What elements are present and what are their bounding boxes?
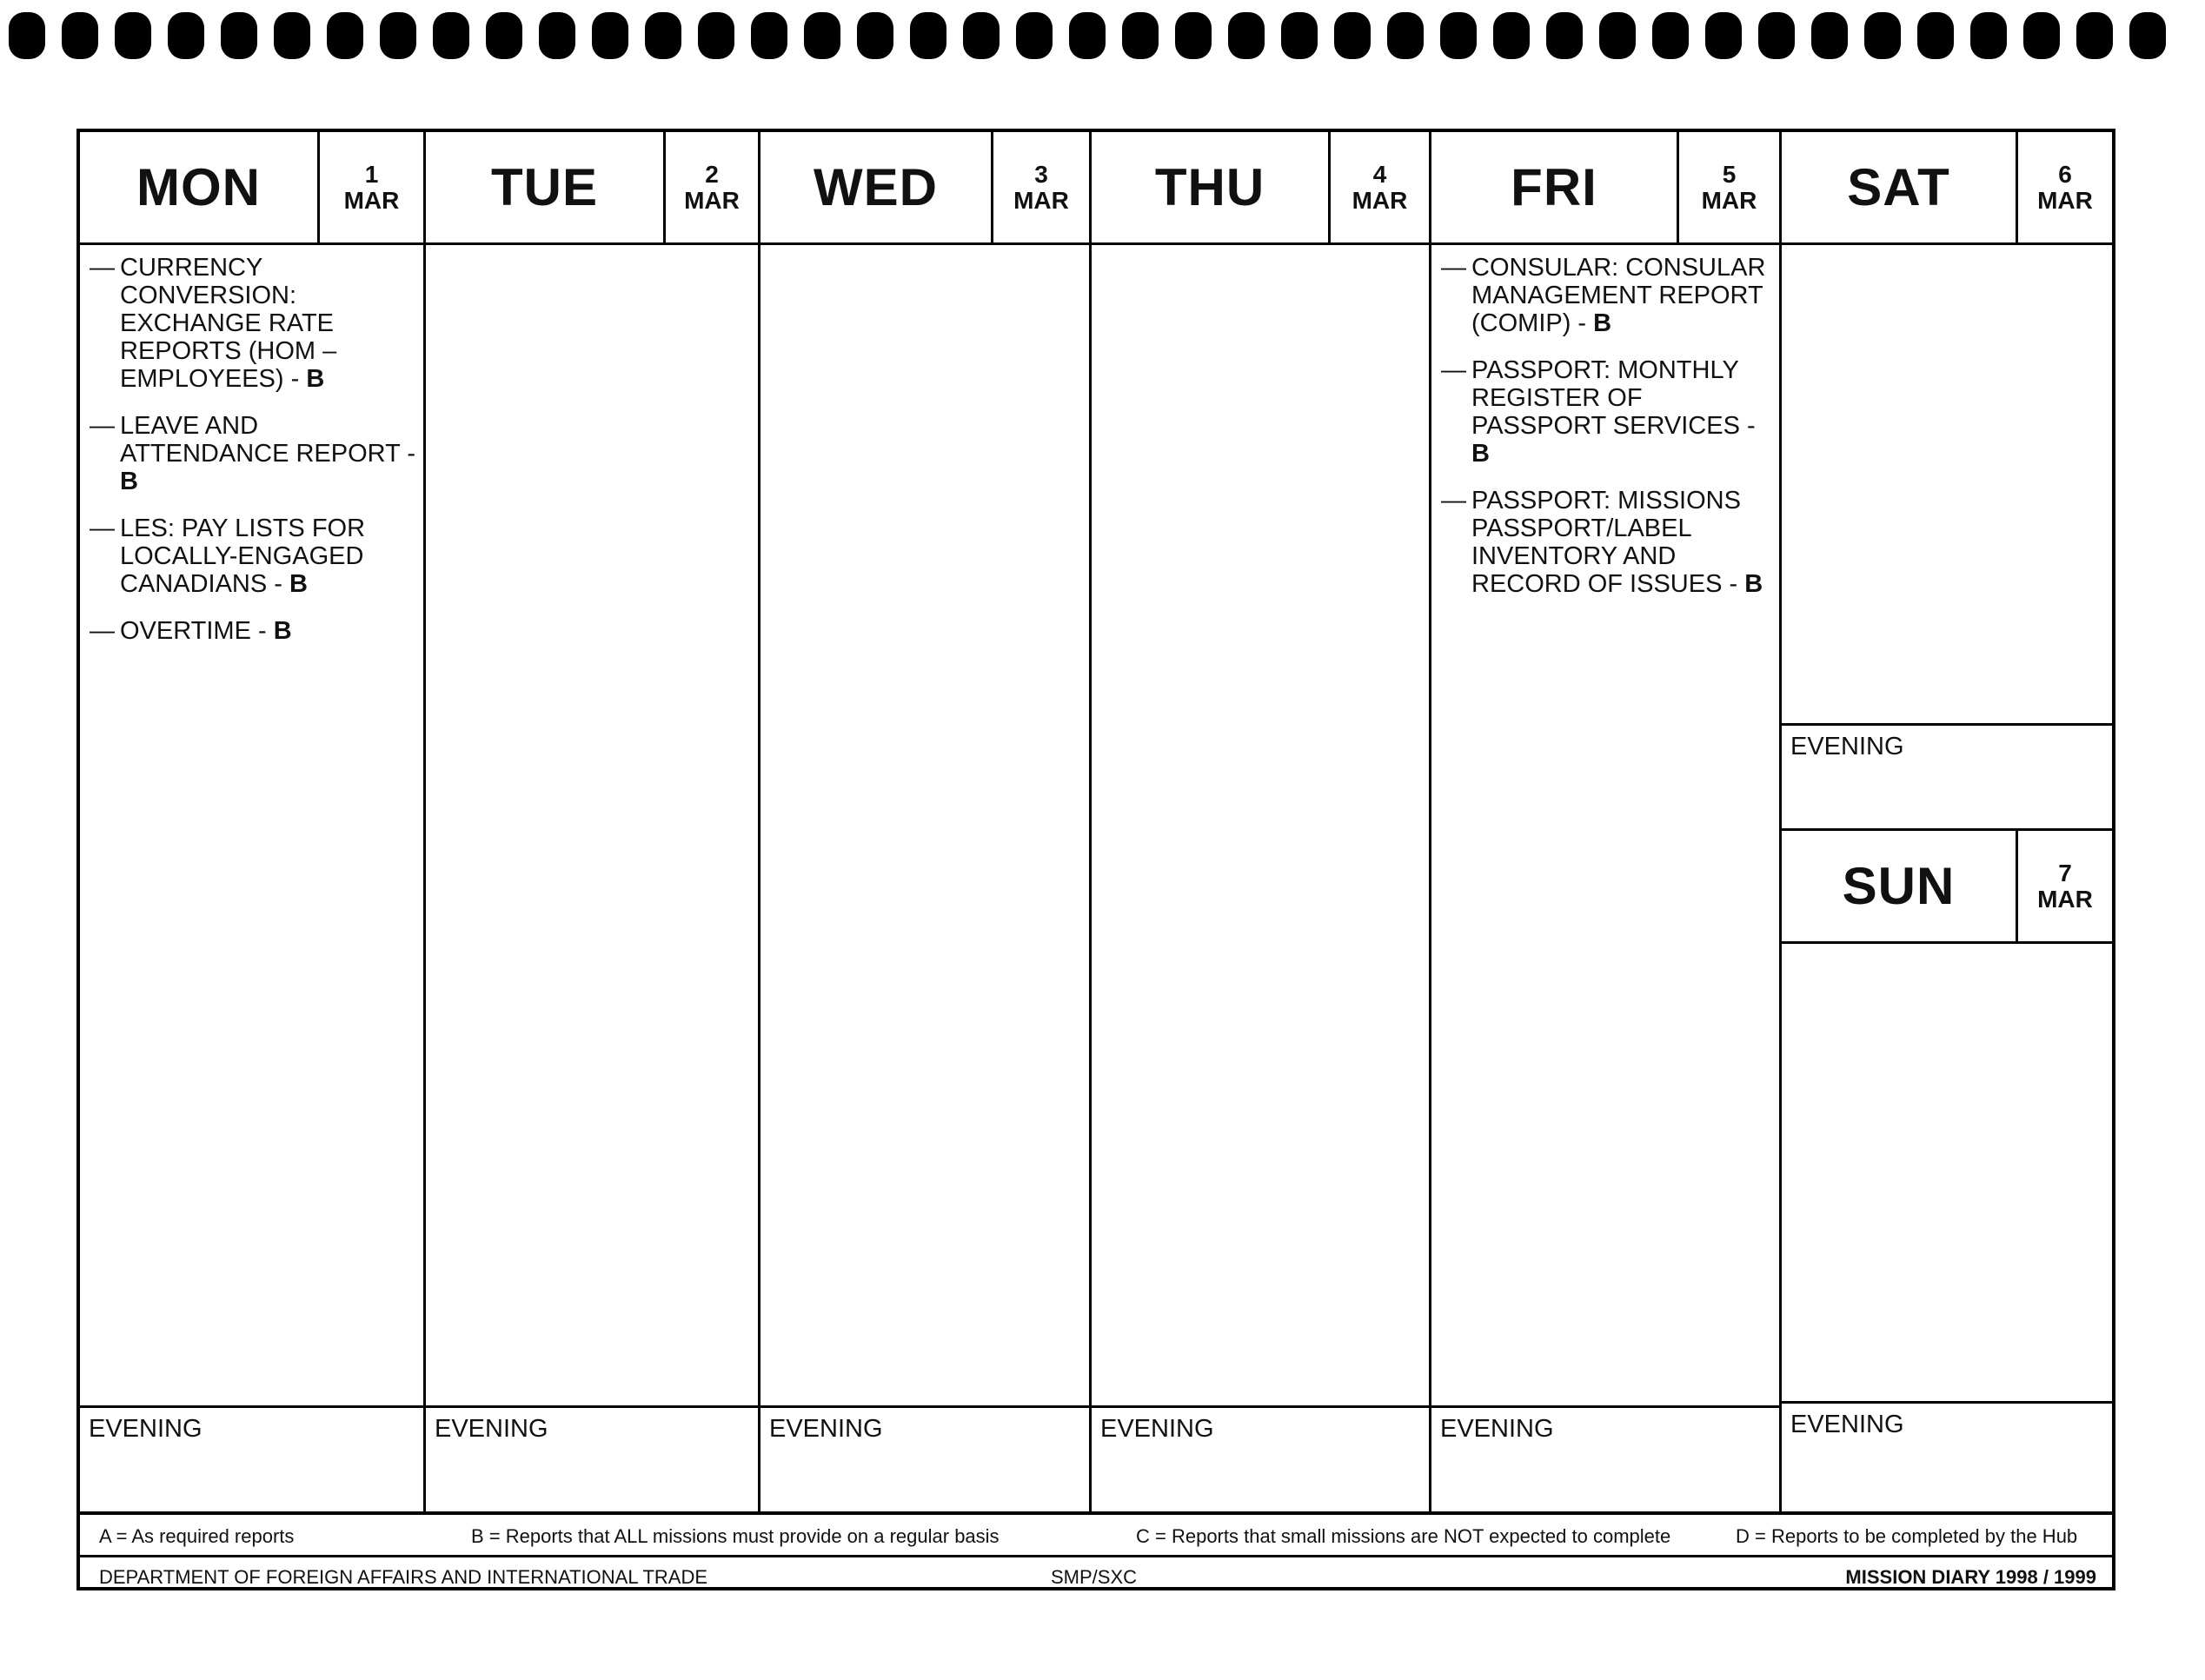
- legend-c: C = Reports that small missions are NOT expected to complete: [1136, 1525, 1671, 1547]
- day-name: FRI: [1431, 132, 1679, 242]
- day-header-tue: [426, 132, 758, 245]
- day-header-fri: [1431, 132, 1779, 245]
- date-box: [320, 132, 423, 242]
- evening-label: EVENING: [1782, 1401, 2112, 1511]
- binding-hole: [1440, 12, 1477, 59]
- day-column-fri: [1431, 132, 1782, 1511]
- day-column-mon: [80, 132, 426, 1511]
- dash: —: [90, 412, 115, 440]
- date-box: [1679, 132, 1779, 242]
- report-entry: [1431, 254, 1779, 337]
- entry-text: LES: PAY LISTS FOR LOCALLY-ENGAGED CANADIANS -: [120, 515, 366, 598]
- evening-label: EVENING: [1431, 1405, 1779, 1511]
- binding-hole: [910, 12, 946, 59]
- binding-hole: [645, 12, 681, 59]
- day-column-wed: [760, 132, 1092, 1511]
- day-name: WED: [760, 132, 993, 242]
- binding-hole: [1016, 12, 1053, 59]
- binding-hole: [1758, 12, 1795, 59]
- diary-title: MISSION DIARY 1998 / 1999: [1845, 1566, 2096, 1588]
- week-planner: [76, 129, 2115, 1590]
- binding-hole: [274, 12, 310, 59]
- day-column-thu: [1092, 132, 1431, 1511]
- date-month: MAR: [1352, 186, 1408, 214]
- date-month: MAR: [343, 186, 400, 214]
- day-header-sat: [1782, 132, 2112, 245]
- form-code: SMP/SXC: [1051, 1566, 1138, 1588]
- binding-hole: [963, 12, 1000, 59]
- date-box: [1331, 132, 1429, 242]
- binding-hole: [1705, 12, 1742, 59]
- report-entry: [80, 412, 423, 495]
- binding-hole: [433, 12, 469, 59]
- dash: —: [1441, 254, 1466, 282]
- dash: —: [90, 515, 115, 542]
- legend-a: A = As required reports: [99, 1525, 295, 1547]
- date-number: 2: [705, 160, 719, 188]
- binding-hole: [2076, 12, 2113, 59]
- entry-code: B: [289, 570, 308, 598]
- legend-row: [80, 1511, 2112, 1555]
- date-box: [993, 132, 1089, 242]
- date-box: [2018, 132, 2112, 242]
- binding-hole: [1599, 12, 1636, 59]
- day-name: SAT: [1782, 132, 2018, 242]
- day-column-tue: [426, 132, 760, 1511]
- binding-hole: [1334, 12, 1371, 59]
- date-box: [2018, 831, 2112, 941]
- date-number: 7: [2058, 859, 2072, 886]
- entry-code: B: [306, 365, 325, 393]
- entry-text: OVERTIME -: [120, 617, 274, 645]
- day-header-wed: [760, 132, 1089, 245]
- binding-hole: [1546, 12, 1583, 59]
- entry-text: PASSPORT: MISSIONS PASSPORT/LABEL INVENTORY AND RECORD OF ISSUES -: [1471, 487, 1745, 598]
- department-name: DEPARTMENT OF FOREIGN AFFAIRS AND INTERNATIONAL TRADE: [99, 1566, 708, 1588]
- evening-label: EVENING: [426, 1405, 758, 1511]
- binding-hole: [1175, 12, 1212, 59]
- binding-hole: [1493, 12, 1530, 59]
- binding-hole: [1970, 12, 2007, 59]
- date-number: 4: [1372, 160, 1387, 188]
- binding-hole: [1069, 12, 1106, 59]
- date-month: MAR: [1701, 186, 1757, 214]
- date-number: 3: [1034, 160, 1048, 188]
- binding-hole: [380, 12, 416, 59]
- date-month: MAR: [2037, 186, 2093, 214]
- day-name: TUE: [426, 132, 666, 242]
- binding-hole: [539, 12, 575, 59]
- report-entry: [80, 515, 423, 598]
- evening-label: EVENING: [1782, 723, 2112, 831]
- day-body-mon: [80, 245, 423, 664]
- entry-text: PASSPORT: MONTHLY REGISTER OF PASSPORT SERVICES -: [1471, 356, 1756, 440]
- evening-label: EVENING: [80, 1405, 423, 1511]
- report-entry: [1431, 356, 1779, 468]
- binding-hole: [168, 12, 204, 59]
- date-month: MAR: [1013, 186, 1069, 214]
- binding-hole: [804, 12, 840, 59]
- day-body-fri: [1431, 245, 1779, 617]
- entry-text: CURRENCY CONVERSION: EXCHANGE RATE REPORTS (HOM – EMPLOYEES) -: [120, 254, 337, 393]
- binding-hole: [115, 12, 151, 59]
- binding-hole: [486, 12, 522, 59]
- report-entry: [80, 617, 423, 645]
- date-number: 1: [364, 160, 379, 188]
- day-column-weekend: [1782, 132, 2112, 1511]
- entry-code: B: [1471, 440, 1490, 468]
- date-month: MAR: [2037, 885, 2093, 913]
- date-box: [666, 132, 758, 242]
- evening-label: EVENING: [1092, 1405, 1429, 1511]
- binding-hole: [1387, 12, 1424, 59]
- binding-hole: [1652, 12, 1689, 59]
- dash: —: [1441, 356, 1466, 384]
- binding-hole: [1122, 12, 1159, 59]
- evening-label: EVENING: [760, 1405, 1089, 1511]
- binding-hole: [2023, 12, 2060, 59]
- binding-holes: [9, 12, 2205, 61]
- dash: —: [90, 617, 115, 645]
- binding-hole: [698, 12, 734, 59]
- binding-hole: [1811, 12, 1848, 59]
- legend-b: B = Reports that ALL missions must provide on a regular basis: [471, 1525, 1000, 1547]
- binding-hole: [751, 12, 787, 59]
- entry-code: B: [1744, 570, 1763, 598]
- binding-hole: [592, 12, 628, 59]
- entry-code: B: [120, 468, 138, 495]
- footer-row: [80, 1555, 2112, 1594]
- dash: —: [1441, 487, 1466, 515]
- date-number: 5: [1722, 160, 1737, 188]
- report-entry: [1431, 487, 1779, 598]
- day-header-thu: [1092, 132, 1429, 245]
- binding-hole: [1228, 12, 1265, 59]
- binding-hole: [327, 12, 363, 59]
- day-name: THU: [1092, 132, 1331, 242]
- binding-hole: [9, 12, 45, 59]
- day-name: MON: [80, 132, 320, 242]
- date-month: MAR: [684, 186, 740, 214]
- entry-text: LEAVE AND ATTENDANCE REPORT -: [120, 412, 415, 468]
- entry-code: B: [273, 617, 292, 645]
- binding-hole: [1281, 12, 1318, 59]
- binding-hole: [857, 12, 893, 59]
- entry-text: CONSULAR: CONSULAR MANAGEMENT REPORT (COMIP) -: [1471, 254, 1766, 337]
- day-name: SUN: [1782, 831, 2018, 941]
- dash: —: [90, 254, 115, 282]
- binding-hole: [2129, 12, 2166, 59]
- entry-code: B: [1593, 309, 1612, 337]
- legend-d: D = Reports to be completed by the Hub: [1736, 1525, 2078, 1547]
- report-entry: [80, 254, 423, 393]
- binding-hole: [1864, 12, 1901, 59]
- day-header-sun: [1782, 831, 2112, 944]
- binding-hole: [221, 12, 257, 59]
- day-header-mon: [80, 132, 423, 245]
- binding-hole: [1917, 12, 1954, 59]
- binding-hole: [62, 12, 98, 59]
- date-number: 6: [2058, 160, 2072, 188]
